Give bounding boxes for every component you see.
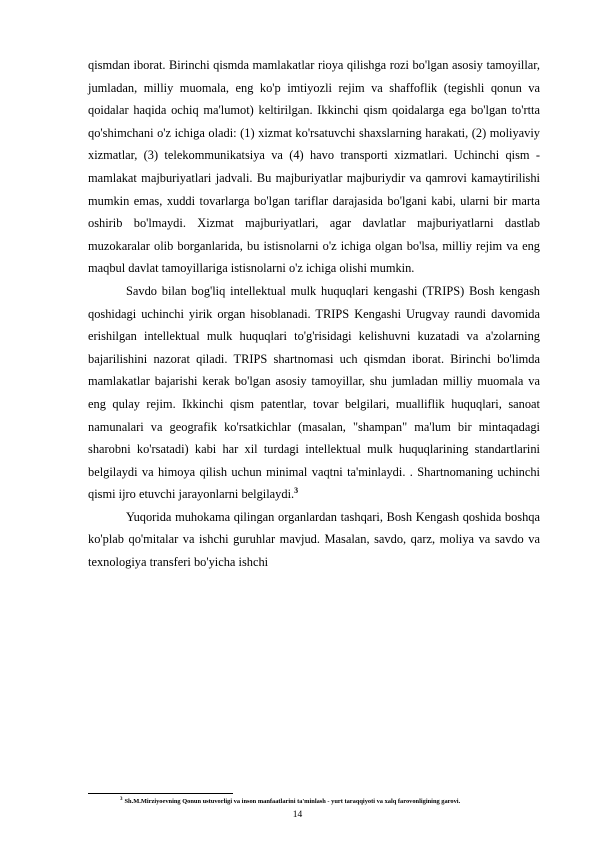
footnote-text: Sh.M.Mirziyoevning Qonun ustuvorligi va inson manfaatlarini ta'minlash - yurt taraqqiyoti va xalq farovonligining garovi. <box>124 798 461 805</box>
paragraph-2: Savdo bilan bog'liq intellektual mulk huquqlari kengashi (TRIPS) Bosh kengash qoshidagi uchinchi yirik organ hisoblanadi. TRIPS Kengashi Urugvay raundi davomida erishilgan intellektual mulk huquqlari to'g'risidagi kelishuvni kuzatadi va a'zolarning bajarilishini nazorat qiladi. TRIPS shartnomasi uch qismdan iborat. Birinchi bo'limda mamlakatlar bajarishi kerak bo'lgan asosiy tamoyillar, shu jumladan milliy muomala va eng qulay rejim. Ikkinchi qism patentlar, tovar belgilari, mualliflik huquqlari, sanoat namunalari va geografik ko'rsatkichlar (masalan, "shampan" ma'lum bir mintaqadagi sharobni ko'rsatadi) kabi har xil turdagi intellektual mulk huquqlarining standartlarini belgilaydi va himoya qilish uchun minimal vaqtni ta'minlaydi. . Shartnomaning uchinchi qismi ijro etuvchi jarayonlarni belgilaydi.$^3$ <box>88 283 540 502</box>
page-number: 14 <box>292 810 303 820</box>
paragraph-3: Yuqorida muhokama qilingan organlardan tashqari, Bosh Kengash qoshida boshqa ko'plab qo'mitalar va ishchi guruhlar mavjud. Masalan, savdo, qarz, moliya va savdo va texnologiya transferi bo'yicha ishchi <box>88 509 540 570</box>
footnote-reference[interactable]: 3 <box>294 486 299 496</box>
footnote-marker: 3 <box>120 796 123 802</box>
footnote <box>120 797 550 806</box>
paragraph-1: qismdan iborat. Birinchi qismda mamlakatlar rioya qilishga rozi bo'lgan asosiy tamoyillar, jumladan, milliy muomala, eng ko'p imtiyozli rejim va shaffoflik (tegishli qonun va qoidalar haqida ochiq ma'lumot) keltirilgan. Ikkinchi qism qoidalarga ega bo'lgan to'rtta qo'shimchani o'z ichiga oladi: (1) xizmat ko'rsatuvchi shaxslarning harakati, (2) moliyaviy xizmatlar, (3) telekommunikatsiya va (4) havo transporti xizmatlari. Uchinchi qism - mamlakat majburiyatlari jadvali. Bu majburiyatlar majburiydir va qamrovi kamaytirilishi mumkin emas, xuddi tovarlarga bo'lgan tariflar darajasida bo'lgani kabi, ularni bir marta oshirib bo'lmaydi. Xizmat majburiyatlari, agar davlatlar majburiyatlarni dastlab muzokaralar olib borganlarida, bu istisnolarni o'z ichiga olgan bo'lsa, milliy rejim va eng maqbul davlat tamoyillariga istisnolarni o'z ichiga olishi mumkin. <box>88 58 540 276</box>
body-text <box>88 54 540 574</box>
footnote-divider <box>88 793 233 794</box>
